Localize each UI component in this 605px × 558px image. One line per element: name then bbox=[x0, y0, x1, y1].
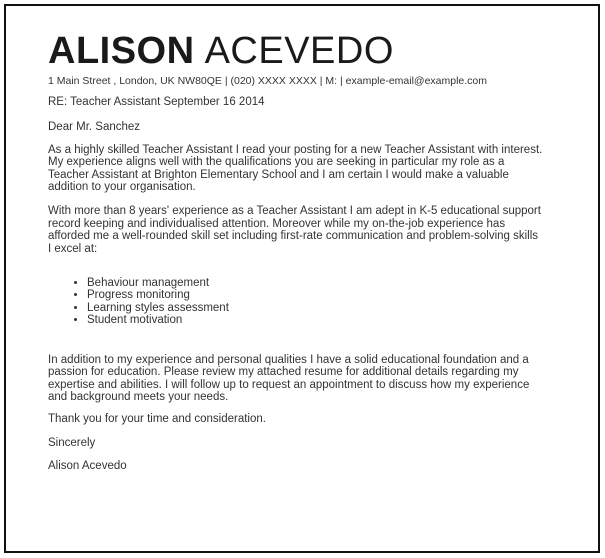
paragraph-experience: With more than 8 years' experience as a Teacher Assistant I am adept in K-5 educational support record keeping and individualised attention. Moreover while my on-the-job experience has afforded me a well-rounded skill set including first-rate communication and problem-solving skills I excel at: bbox=[48, 205, 541, 255]
subject-line: RE: Teacher Assistant September 16 2014 bbox=[48, 96, 265, 108]
skills-list bbox=[48, 277, 568, 327]
letter-body bbox=[48, 96, 568, 473]
list-item: • Progress monitoring bbox=[87, 289, 568, 301]
first-name: ALISON bbox=[48, 30, 195, 72]
list-item: • Behaviour management bbox=[87, 277, 568, 289]
signature-name: Alison Acevedo bbox=[48, 460, 127, 473]
letter-header bbox=[48, 30, 487, 88]
salutation: Dear Mr. Sanchez bbox=[48, 121, 141, 134]
sign-off: Sincerely bbox=[48, 436, 96, 449]
applicant-name bbox=[48, 30, 487, 72]
list-item: • Learning styles assessment bbox=[87, 302, 568, 314]
contact-line: 1 Main Street , London, UK NW80QE | (020) XXXX XXXX | M: | example-email@example.com bbox=[48, 75, 488, 87]
paragraph-intro: As a highly skilled Teacher Assistant I read your posting for a new Teacher Assistant with interest. My experience aligns well with the qualifications you are seeking in particular my role as a Teacher Assistant at Brighton Elementary School and I am certain I would make a valuable addition to your organisation. bbox=[48, 143, 543, 194]
last-name: ACEVEDO bbox=[204, 30, 394, 72]
list-item: • Student motivation bbox=[87, 314, 568, 326]
paragraph-closing: In addition to my experience and personal qualities I have a solid educational foundation and a passion for education. Please review my attached resume for additional details regarding my expertise and abilities. I will follow up to request an appointment to discuss how my experience and background meets your needs. bbox=[48, 353, 530, 403]
letter-page bbox=[4, 4, 600, 553]
thanks-line: Thank you for your time and consideration. bbox=[48, 413, 266, 426]
